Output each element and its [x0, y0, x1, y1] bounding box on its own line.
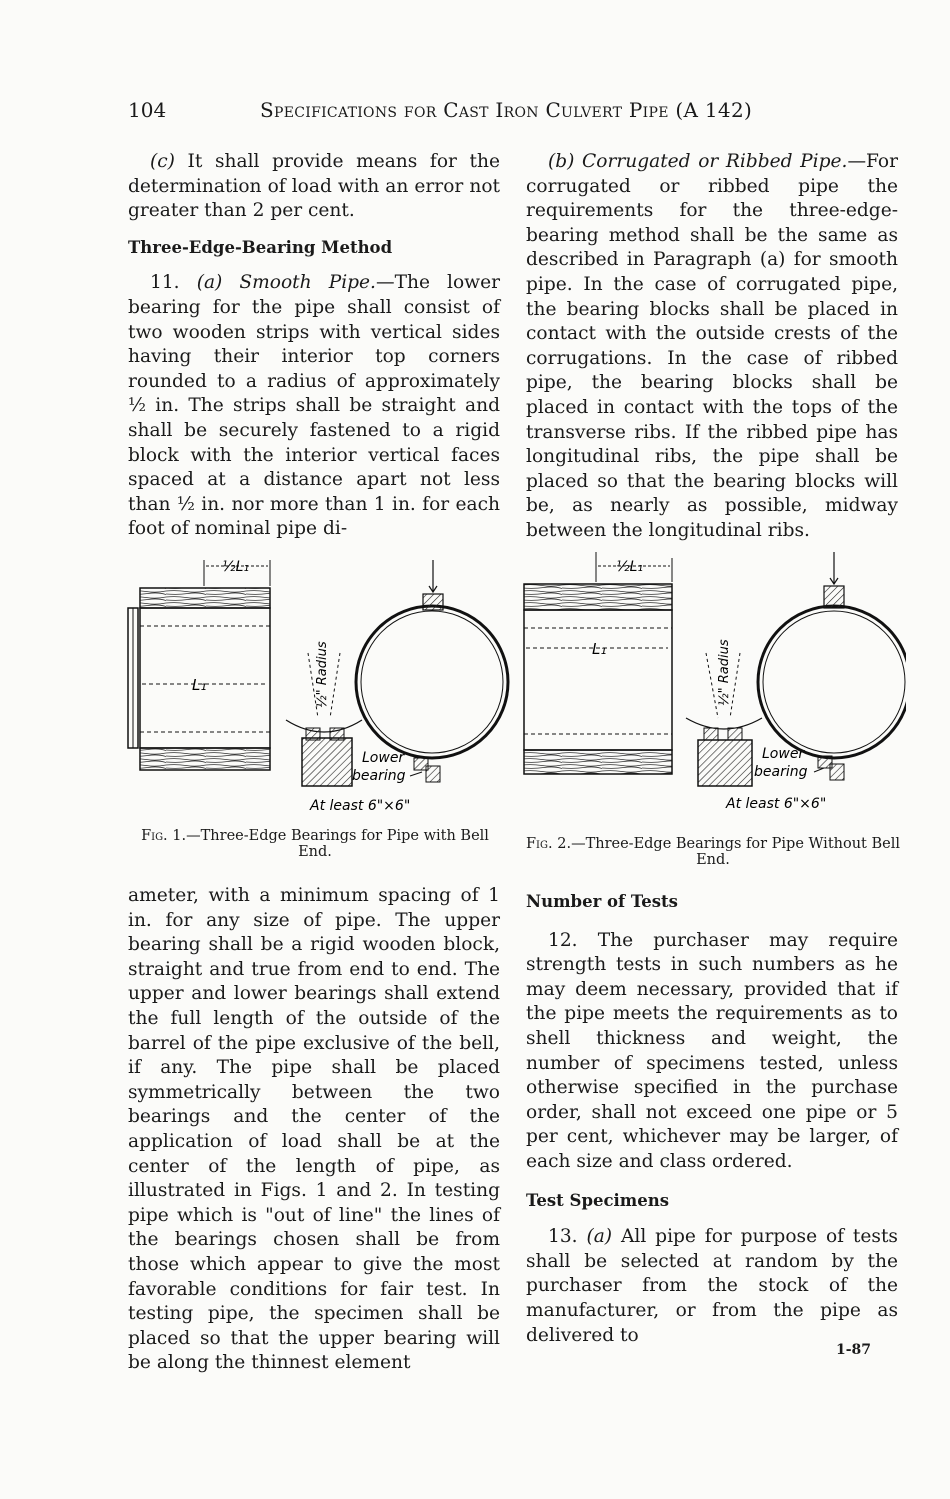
- paragraph-13: [526, 1225, 898, 1348]
- figure-2-caption-text: —Three-Edge Bearings for Pipe Without Bell End.: [571, 836, 900, 868]
- figure-1-length-label: L₁: [192, 676, 207, 694]
- figure-1-block-size-label: At least 6"×6": [310, 798, 411, 814]
- paragraph-b-text: —For corrugated or ribbed pipe the requirements for the three-edge-bearing method shall be the same as described in Paragraph (a) for smooth pipe. In the case of corrugated pipe, the bearing blocks shall be placed in contact with the outside crests of the corrugations. In the case of ribbed pipe, the bearing blocks shall be placed in contact with the tops of the transverse ribs. If the ribbed pipe has longitudinal ribs, the pipe shall be placed so that the bearing blocks will be, as nearly as possible, midway between the longitudinal ribs.: [526, 151, 898, 541]
- section-heading-test-specimens: Test Specimens: [526, 1190, 670, 1210]
- paragraph-13-label: (a): [586, 1226, 613, 1248]
- section-heading-three-edge: Three-Edge-Bearing Method: [128, 237, 393, 257]
- page-number: 104: [128, 98, 167, 122]
- right-column-top: [526, 150, 898, 544]
- figure-2-bearing-label: bearing: [754, 764, 808, 780]
- figure-1-radius-label: ½" Radius: [315, 641, 330, 708]
- folio-mark: 1-87: [836, 1342, 872, 1358]
- paragraph-c-label: (c): [150, 151, 175, 172]
- paragraph-11-number: 11.: [150, 272, 180, 294]
- paragraph-b: [526, 150, 898, 544]
- figure-2-caption: [526, 836, 900, 868]
- running-head: [260, 98, 752, 122]
- paragraph-11: [128, 271, 500, 542]
- figure-1-caption: [128, 828, 502, 860]
- section-heading-number-of-tests: Number of Tests: [526, 892, 678, 911]
- figure-1-caption-label: Fig. 1.: [141, 828, 187, 844]
- figure-2-block-size-label: At least 6"×6": [726, 796, 827, 812]
- figure-2-half-length-label: ½L₁: [616, 559, 643, 575]
- right-column-bottom: [526, 890, 898, 1348]
- figure-2-caption-label: Fig. 2.: [526, 836, 572, 852]
- figure-2-radius-label: ½" Radius: [717, 639, 732, 706]
- running-head-designation: (A 142): [675, 98, 753, 122]
- left-column-top: [128, 150, 500, 542]
- paragraph-b-title: Corrugated or Ribbed Pipe.: [582, 151, 848, 172]
- paragraph-11-label: (a): [196, 272, 223, 294]
- figure-1-half-length-label: ½L₁: [222, 559, 249, 575]
- figure-2-lower-label: Lower: [762, 746, 805, 762]
- paragraph-11-text: —The lower bearing for the pipe shall consist of two wooden strips with vertical sides having their interior top corners rounded to a radius of approximately ½ in. The strips shall be straight and shall be securely fastened to a rigid block with the interior vertical faces spaced at a distance apart not less than ½ in. nor more than 1 in. for each foot of nominal pipe di-: [128, 272, 500, 540]
- paragraph-c-text: It shall provide means for the determination of load with an error not greater than 2 per cent.: [128, 151, 500, 222]
- figure-2-diagram: [522, 548, 906, 818]
- paragraph-c: [128, 150, 500, 224]
- paragraph-b-label: (b): [548, 151, 575, 172]
- figure-2-length-label: L₁: [592, 640, 607, 658]
- figure-1-caption-text: —Three-Edge Bearings for Pipe with Bell End.: [186, 828, 489, 860]
- paragraph-12-text: The purchaser may require strength tests in such numbers as he may deem necessary, provided that if the pipe meets the requirements as to shell thickness and weight, the number of specimens tested, unless otherwise specified in the purchase order, shall not exceed one pipe or 5 per cent, whichever may be larger, of each size and class ordered.: [526, 929, 898, 1172]
- figure-1-bearing-label: bearing: [352, 768, 406, 784]
- paragraph-13-number: 13.: [548, 1226, 578, 1248]
- paragraph-11-continued: ameter, with a minimum spacing of 1 in. for any size of pipe. The upper bearing shall be a rigid wooden block, straight and true from end to end. The upper and lower bearings shall extend the full length of the outside of the barrel of the pipe exclusive of the bell, if any. The pipe shall be placed symmetrically between the two bearings and the center of the application of load shall be at the center of the length of pipe, as illustrated in Figs. 1 and 2. In testing pipe which is "out of line" the lines of the bearings chosen shall be from those which appear to give the most favorable conditions for fair test. In testing pipe, the specimen shall be placed so that the upper bearing will be along the thinnest element: [128, 885, 500, 1374]
- paragraph-11-title: Smooth Pipe.: [239, 272, 376, 294]
- running-head-title: Specifications for Cast Iron Culvert Pipe: [260, 98, 669, 122]
- left-column-bottom: [128, 884, 500, 1376]
- paragraph-12: [526, 929, 898, 1175]
- paragraph-13-text: All pipe for purpose of tests shall be selected at random by the purchaser from the stock of the manufacturer, or from the pipe as delivered to: [526, 1226, 898, 1346]
- figure-1-diagram: [126, 548, 510, 818]
- paragraph-12-number: 12.: [548, 929, 578, 951]
- figure-1-lower-label: Lower: [362, 750, 405, 766]
